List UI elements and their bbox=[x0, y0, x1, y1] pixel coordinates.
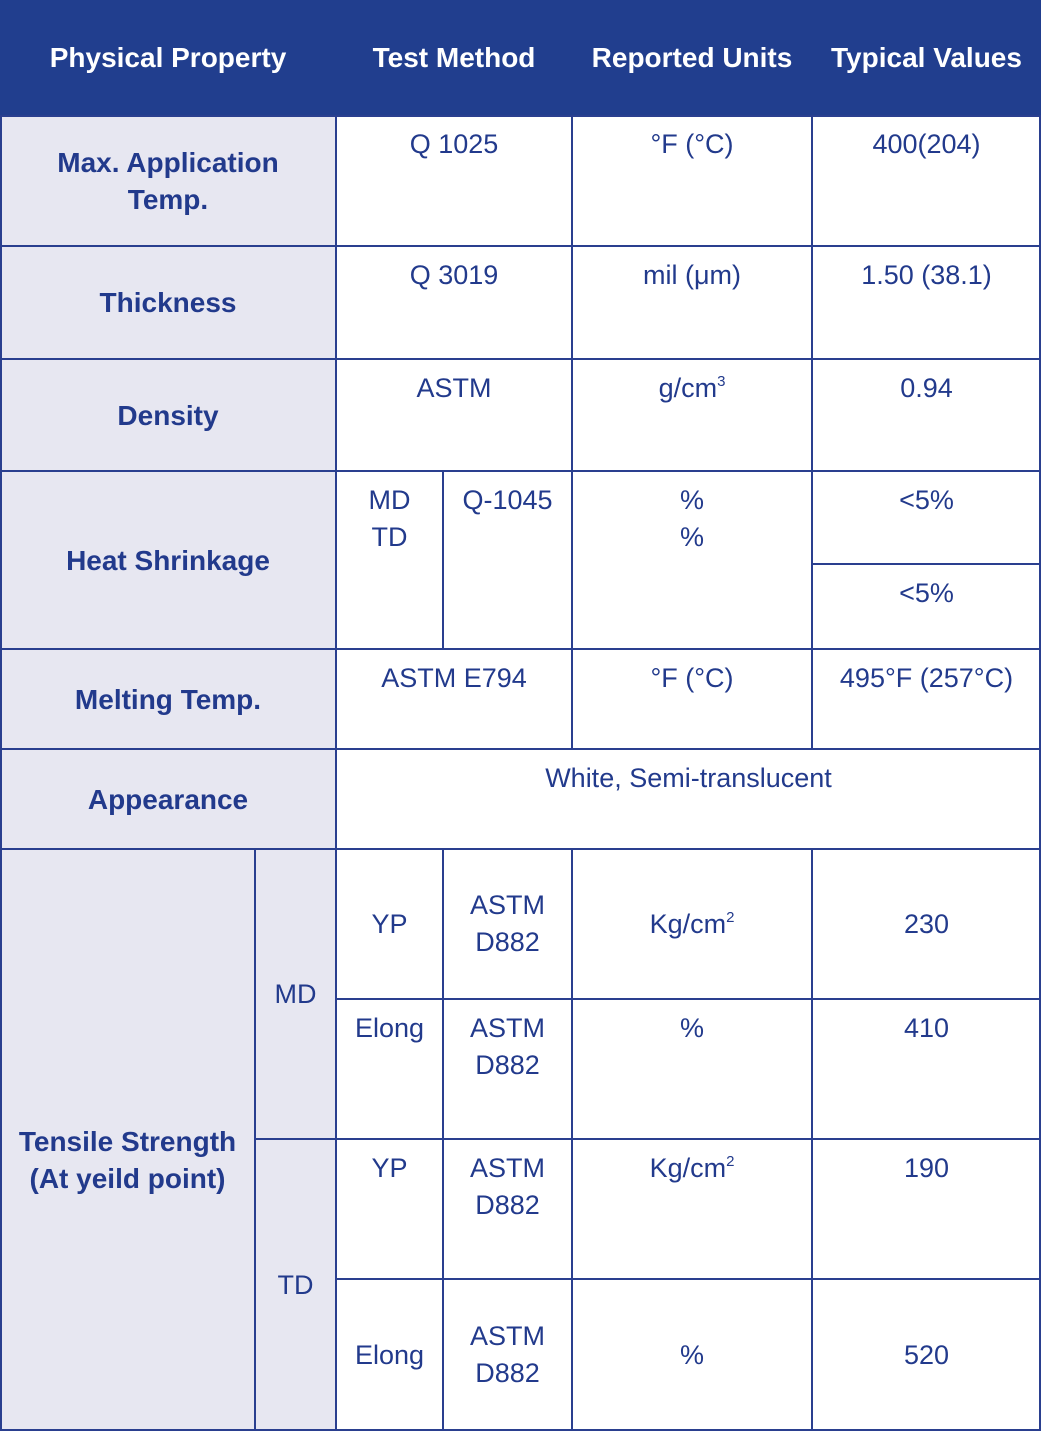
tensile-md-yp-label: YP bbox=[371, 908, 408, 939]
units-superscript: 2 bbox=[726, 908, 735, 926]
thickness-method: Q 3019 bbox=[409, 260, 499, 290]
label-line: Tensile Strength bbox=[18, 1126, 237, 1157]
density-units bbox=[572, 359, 812, 407]
tensile-md-elong-units: % bbox=[679, 1013, 704, 1043]
units-base: g/cm bbox=[658, 373, 718, 403]
max-app-temp-units: °F (°C) bbox=[650, 129, 734, 159]
units-superscript: 2 bbox=[726, 1153, 735, 1170]
label-heat-shrinkage: Heat Shrinkage bbox=[0, 471, 336, 649]
heat-shrinkage-units bbox=[572, 471, 812, 556]
grid-line bbox=[0, 115, 1041, 117]
grid-line bbox=[0, 115, 2, 1431]
density-method: ASTM bbox=[416, 373, 492, 403]
label-thickness: Thickness bbox=[0, 246, 336, 359]
tensile-md-elong-label: Elong bbox=[354, 1013, 425, 1043]
method-line: ASTM bbox=[469, 890, 545, 920]
grid-line bbox=[254, 849, 256, 1431]
melting-temp-value: 495°F (257°C) bbox=[839, 663, 1014, 693]
thickness-value: 1.50 (38.1) bbox=[861, 260, 992, 290]
max-app-temp-method: Q 1025 bbox=[409, 129, 499, 159]
header-reported-units: Reported Units bbox=[572, 0, 812, 115]
tensile-md-elong-value: 410 bbox=[903, 1013, 950, 1043]
label-line: Max. Application bbox=[57, 146, 279, 178]
units-td: % bbox=[679, 522, 704, 552]
grid-line bbox=[0, 470, 1041, 472]
direction-md: MD bbox=[368, 485, 411, 515]
label-density: Density bbox=[0, 359, 336, 471]
method-line: D882 bbox=[475, 1050, 540, 1080]
grid-line bbox=[811, 849, 813, 1431]
method-line: ASTM bbox=[469, 1153, 545, 1183]
heat-shrinkage-value-td: <5% bbox=[899, 578, 954, 608]
grid-line bbox=[0, 848, 1041, 850]
grid-line bbox=[442, 849, 444, 1431]
label-appearance: Appearance bbox=[0, 749, 336, 849]
units-base: Kg/cm bbox=[649, 908, 727, 939]
tensile-md-elong-method bbox=[443, 999, 572, 1084]
units-md: % bbox=[679, 485, 704, 515]
tensile-td-elong-label: Elong bbox=[354, 1339, 425, 1370]
appearance-value: White, Semi-translucent bbox=[545, 763, 832, 793]
grid-line bbox=[442, 471, 444, 649]
grid-line bbox=[0, 358, 1041, 360]
density-value: 0.94 bbox=[900, 373, 953, 403]
label-tensile-md: MD bbox=[255, 849, 336, 1139]
tensile-td-elong-method bbox=[443, 1279, 572, 1431]
method-line: D882 bbox=[475, 1190, 540, 1220]
direction-td: TD bbox=[371, 522, 408, 552]
label-line: Temp. bbox=[127, 183, 209, 215]
grid-line bbox=[812, 563, 1041, 565]
tensile-td-yp-method bbox=[443, 1139, 572, 1224]
tensile-md-yp-units bbox=[572, 849, 812, 999]
grid-line bbox=[0, 245, 1041, 247]
heat-shrinkage-value-md: <5% bbox=[899, 485, 954, 515]
tensile-md-yp-value: 230 bbox=[903, 908, 950, 939]
method-line: ASTM bbox=[469, 1321, 545, 1351]
label-tensile-strength bbox=[0, 849, 255, 1431]
label-melting-temp: Melting Temp. bbox=[0, 649, 336, 749]
tensile-td-elong-value: 520 bbox=[903, 1339, 950, 1370]
tensile-td-yp-value: 190 bbox=[903, 1153, 950, 1183]
method-line: ASTM bbox=[469, 1013, 545, 1043]
grid-line bbox=[0, 648, 1041, 650]
grid-line bbox=[571, 849, 573, 1431]
header-typical-values: Typical Values bbox=[812, 0, 1041, 115]
header-test-method: Test Method bbox=[336, 0, 572, 115]
units-base: Kg/cm bbox=[649, 1153, 727, 1183]
heat-shrinkage-directions bbox=[336, 471, 443, 556]
thickness-units: mil (μm) bbox=[642, 260, 742, 290]
method-line: D882 bbox=[475, 927, 540, 957]
tensile-td-yp-label: YP bbox=[371, 1153, 408, 1183]
header-physical-property: Physical Property bbox=[0, 0, 336, 115]
units-superscript: 3 bbox=[717, 373, 726, 390]
method-line: D882 bbox=[475, 1358, 540, 1388]
tensile-td-yp-units bbox=[572, 1139, 812, 1187]
grid-line bbox=[811, 115, 813, 749]
tensile-md-yp-method bbox=[443, 849, 572, 999]
melting-temp-units: °F (°C) bbox=[650, 663, 734, 693]
label-tensile-td: TD bbox=[255, 1139, 336, 1431]
label-line: (At yeild point) bbox=[29, 1163, 226, 1194]
max-app-temp-value: 400(204) bbox=[872, 129, 981, 159]
grid-line bbox=[335, 115, 337, 1431]
label-max-application-temp bbox=[0, 115, 336, 246]
tensile-td-elong-units: % bbox=[679, 1339, 704, 1370]
melting-temp-method: ASTM E794 bbox=[381, 663, 527, 693]
grid-line bbox=[0, 748, 1041, 750]
grid-line bbox=[571, 115, 573, 749]
grid-line bbox=[255, 1138, 1041, 1140]
heat-shrinkage-method: Q-1045 bbox=[462, 485, 553, 515]
